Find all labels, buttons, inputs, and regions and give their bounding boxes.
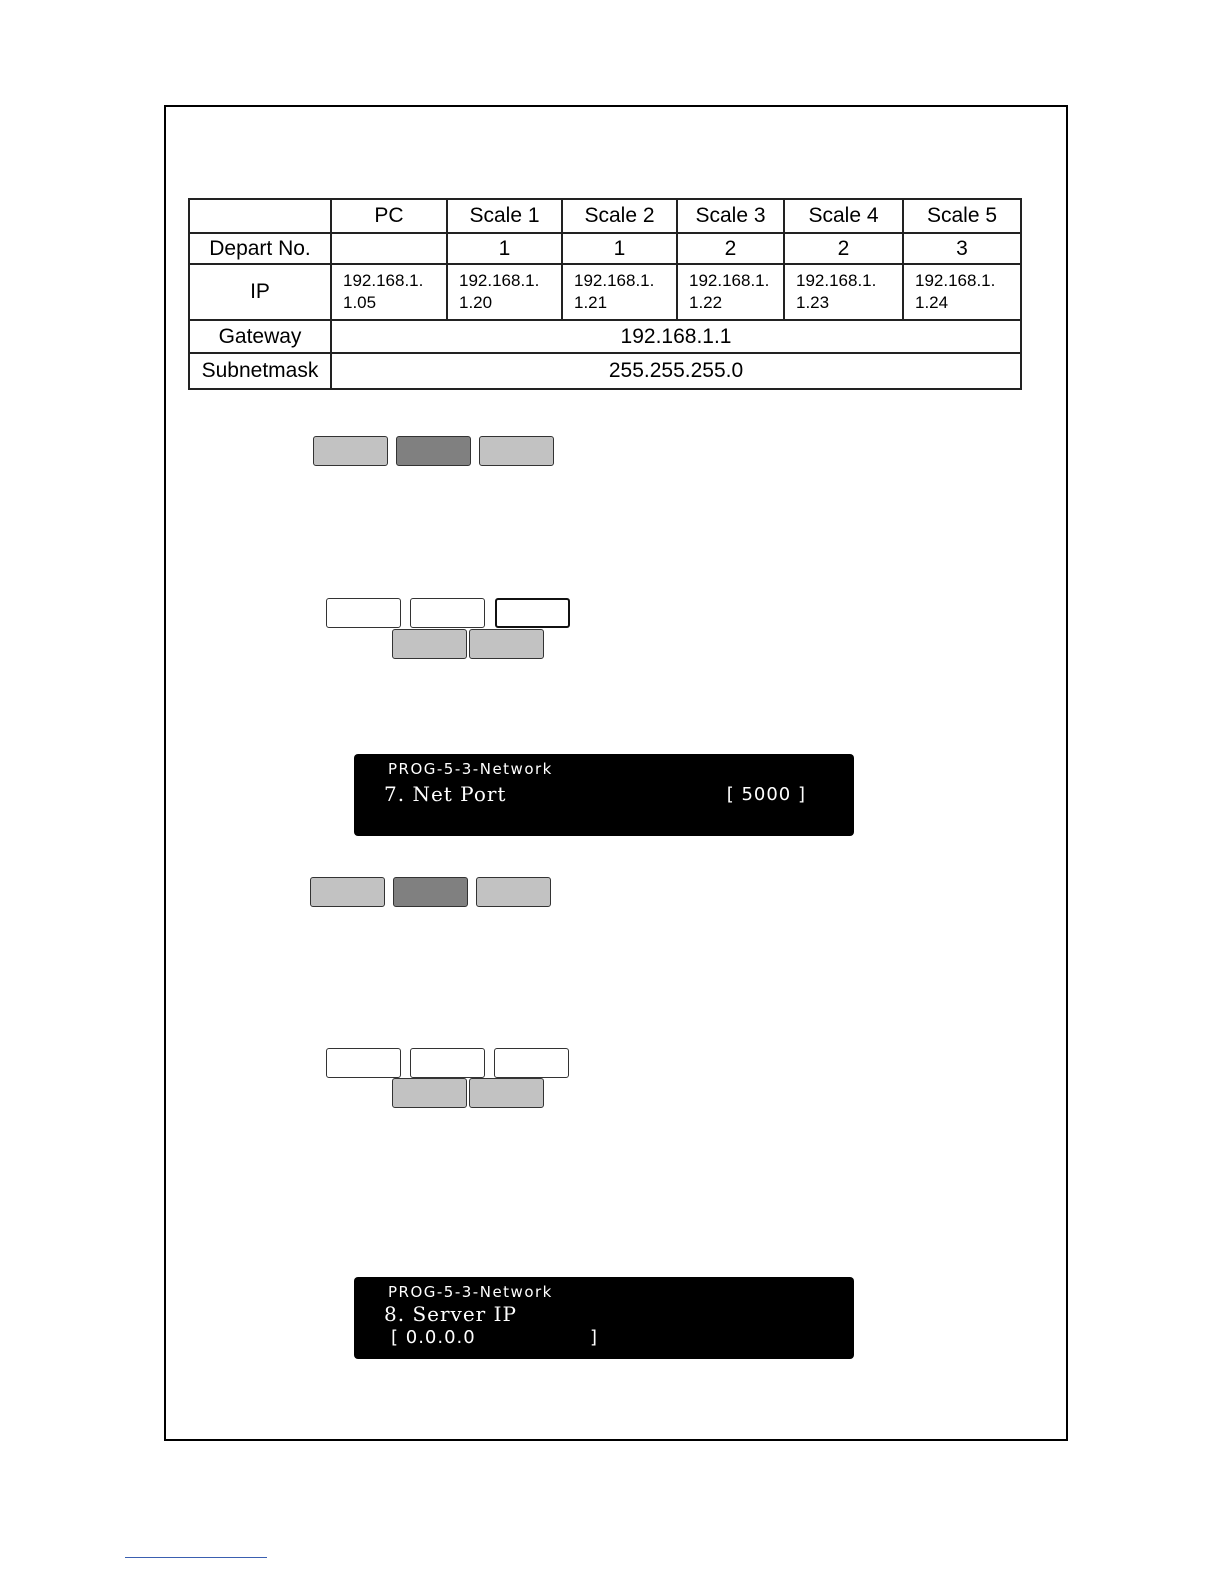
column-header-scale-2: Scale 2 <box>562 199 677 233</box>
ip-part-2: 1.24 <box>915 293 949 312</box>
column-header-pc: PC <box>331 199 447 233</box>
column-header-scale-1: Scale 1 <box>447 199 562 233</box>
lcd-menu-line: 8. Server IP <box>384 1302 517 1326</box>
ip-part-1: 192.168.1. <box>689 271 770 290</box>
keypad-key[interactable] <box>495 598 570 628</box>
depart-cell: 2 <box>784 233 903 264</box>
keypad-key[interactable] <box>392 629 467 659</box>
depart-cell: 1 <box>447 233 562 264</box>
keypad-key[interactable] <box>469 629 544 659</box>
ip-part-2: 1.05 <box>343 293 377 312</box>
ip-part-1: 192.168.1. <box>574 271 655 290</box>
subnet-row <box>189 353 1021 389</box>
lcd-value: [ 0.0.0.0 ] <box>391 1327 599 1348</box>
ip-label: IP <box>189 264 331 320</box>
gateway-label: Gateway <box>189 320 331 353</box>
column-header-scale-3: Scale 3 <box>677 199 784 233</box>
depart-cell: 3 <box>903 233 1021 264</box>
footnote-rule <box>125 1557 267 1558</box>
subnet-value: 255.255.255.0 <box>331 353 1021 389</box>
column-header-scale-5: Scale 5 <box>903 199 1021 233</box>
ip-cell <box>784 264 903 320</box>
depart-cell: 1 <box>562 233 677 264</box>
ip-cell <box>903 264 1021 320</box>
gateway-value: 192.168.1.1 <box>331 320 1021 353</box>
depart-cell <box>331 233 447 264</box>
table-header-row <box>189 199 1021 233</box>
keypad-key[interactable] <box>410 598 485 628</box>
lcd-display-server-ip <box>354 1277 854 1359</box>
ip-part-1: 192.168.1. <box>796 271 877 290</box>
depart-row <box>189 233 1021 264</box>
keypad-key[interactable] <box>313 436 388 466</box>
ip-cell <box>677 264 784 320</box>
ip-part-1: 192.168.1. <box>915 271 996 290</box>
ip-part-2: 1.20 <box>459 293 493 312</box>
keypad-key-highlighted[interactable] <box>396 436 471 466</box>
network-config-table <box>188 198 1022 390</box>
ip-part-2: 1.22 <box>689 293 723 312</box>
lcd-header: PROG-5-3-Network <box>388 1283 553 1301</box>
keypad-key[interactable] <box>479 436 554 466</box>
keypad-key[interactable] <box>469 1078 544 1108</box>
depart-cell: 2 <box>677 233 784 264</box>
lcd-header: PROG-5-3-Network <box>388 760 553 778</box>
keypad-key[interactable] <box>392 1078 467 1108</box>
column-header-scale-4: Scale 4 <box>784 199 903 233</box>
ip-row <box>189 264 1021 320</box>
keypad-key[interactable] <box>326 598 401 628</box>
lcd-display-net-port <box>354 754 854 836</box>
keypad-key[interactable] <box>476 877 551 907</box>
table-corner-cell <box>189 199 331 233</box>
gateway-row <box>189 320 1021 353</box>
keypad-key[interactable] <box>310 877 385 907</box>
keypad-key-highlighted[interactable] <box>393 877 468 907</box>
ip-part-2: 1.21 <box>574 293 608 312</box>
ip-part-1: 192.168.1. <box>343 271 424 290</box>
ip-part-1: 192.168.1. <box>459 271 540 290</box>
ip-cell <box>331 264 447 320</box>
keypad-key[interactable] <box>494 1048 569 1078</box>
ip-part-2: 1.23 <box>796 293 830 312</box>
ip-cell <box>447 264 562 320</box>
lcd-menu-line: 7. Net Port <box>384 782 507 806</box>
depart-label: Depart No. <box>189 233 331 264</box>
subnet-label: Subnetmask <box>189 353 331 389</box>
ip-cell <box>562 264 677 320</box>
lcd-value: [ 5000 ] <box>726 784 806 805</box>
keypad-key[interactable] <box>410 1048 485 1078</box>
keypad-key[interactable] <box>326 1048 401 1078</box>
